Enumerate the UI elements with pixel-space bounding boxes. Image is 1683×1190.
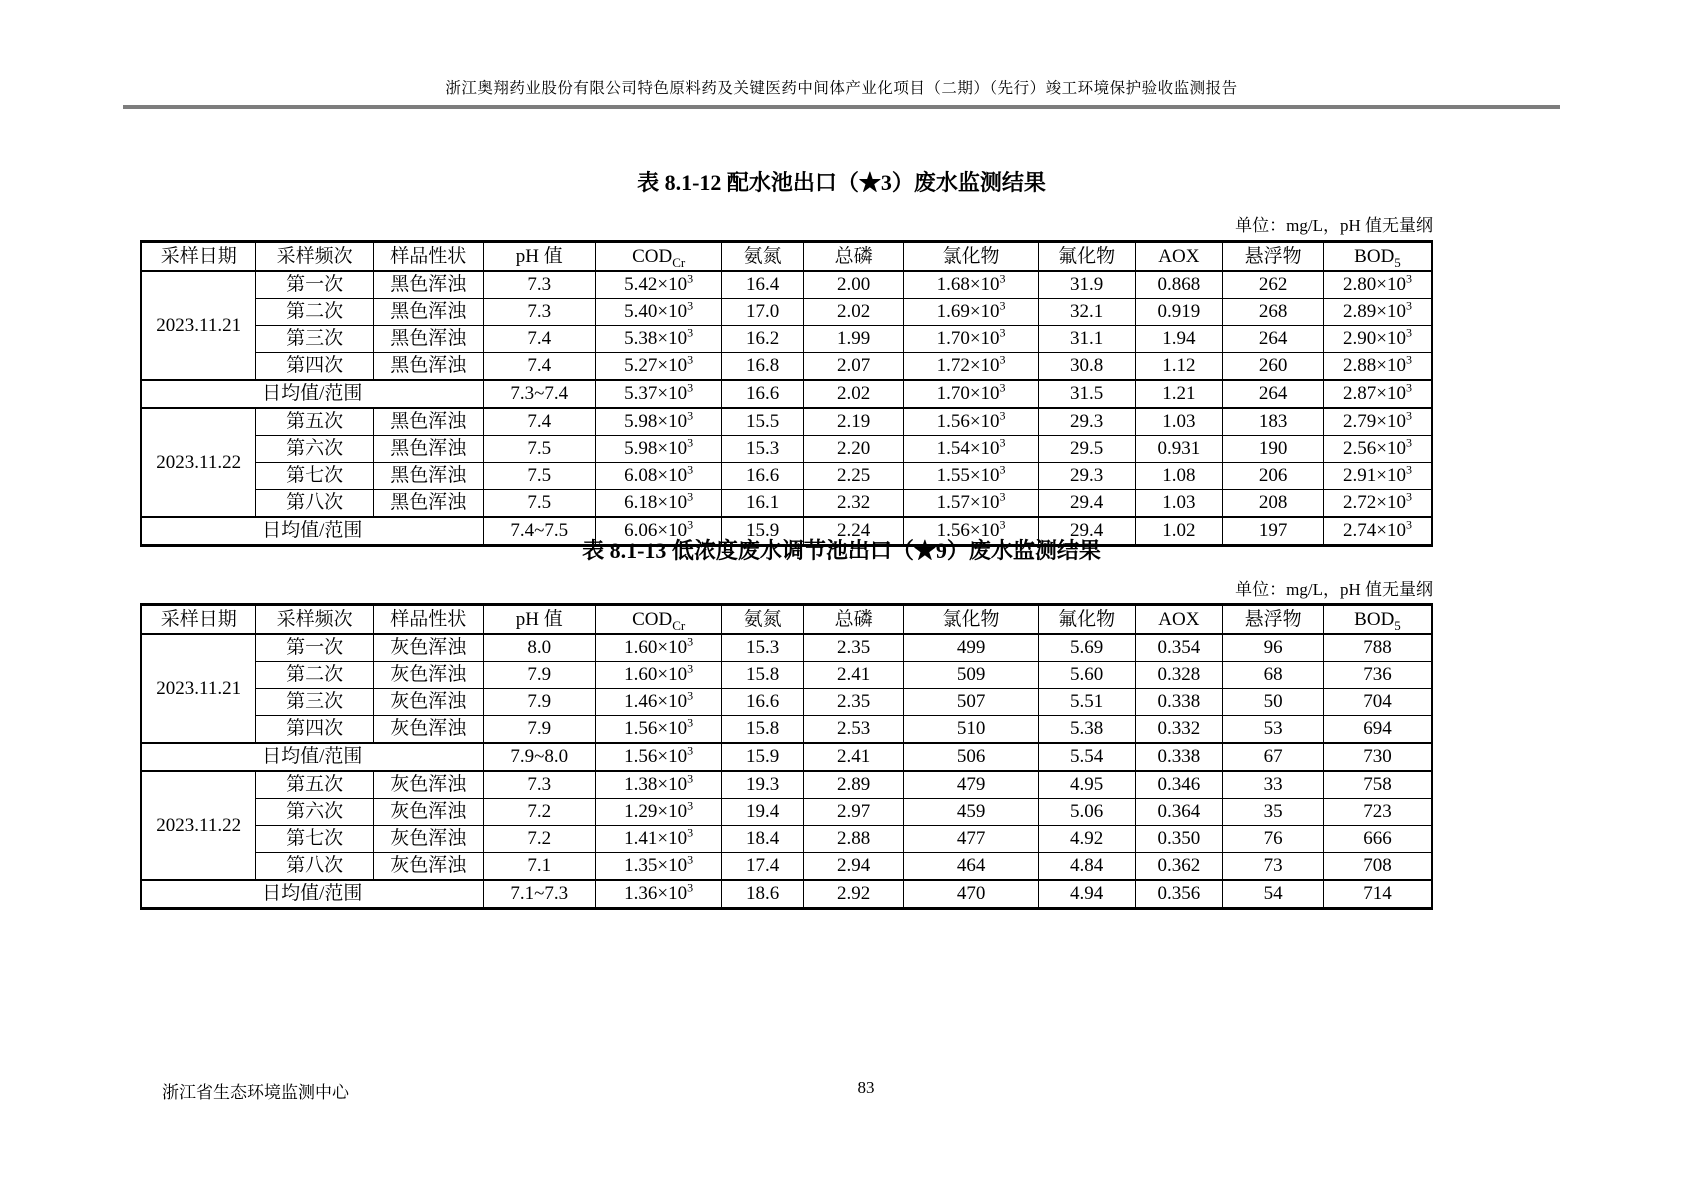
value-cell: 183: [1223, 408, 1324, 436]
value-cell: 7.1: [483, 853, 595, 881]
value-cell: 16.4: [722, 271, 803, 299]
value-cell: 5.38: [1038, 716, 1135, 744]
value-cell: $1.68\times 10^3$: [904, 271, 1038, 299]
daily-average-row: [141, 380, 1432, 408]
value-cell: 5.54: [1038, 743, 1135, 771]
daily-average-label-cell: 日均值/范围: [141, 743, 483, 771]
value-cell: 7.5: [483, 436, 595, 463]
value-cell: 50: [1223, 689, 1324, 716]
value-cell: $1.56\times 10^3$: [904, 408, 1038, 436]
date-cell: 2023.11.22: [141, 408, 256, 517]
column-header: 氯化物: [904, 242, 1038, 272]
value-cell: 17.4: [722, 853, 803, 881]
value-cell: 7.3: [483, 271, 595, 299]
value-cell: 1.02: [1135, 517, 1223, 546]
value-cell: 0.338: [1135, 743, 1223, 771]
table-row: [141, 771, 1432, 799]
value-cell: 16.6: [722, 380, 803, 408]
value-cell: 54: [1223, 880, 1324, 909]
frequency-cell: 第八次: [256, 490, 373, 518]
value-cell: 0.350: [1135, 826, 1223, 853]
value-cell: 53: [1223, 716, 1324, 744]
value-cell: 15.9: [722, 517, 803, 546]
value-cell: $1.70\times 10^3$: [904, 380, 1038, 408]
column-header: 总磷: [803, 605, 904, 635]
value-cell: 29.4: [1038, 517, 1135, 546]
value-cell: 4.84: [1038, 853, 1135, 881]
value-cell: 1.08: [1135, 463, 1223, 490]
value-cell: 7.4~7.5: [483, 517, 595, 546]
value-cell: $1.56\times 10^3$: [595, 743, 722, 771]
value-cell: $2.89\times 10^3$: [1323, 299, 1432, 326]
column-header: 采样日期: [141, 242, 256, 272]
appearance-cell: 灰色浑浊: [373, 771, 483, 799]
daily-average-row: [141, 880, 1432, 909]
value-cell: 15.3: [722, 436, 803, 463]
value-cell: 7.3: [483, 299, 595, 326]
column-header: 总磷: [803, 242, 904, 272]
value-cell: 18.4: [722, 826, 803, 853]
frequency-cell: 第六次: [256, 436, 373, 463]
value-cell: $6.06\times 10^3$: [595, 517, 722, 546]
value-cell: $1.41\times 10^3$: [595, 826, 722, 853]
frequency-cell: 第四次: [256, 353, 373, 381]
column-header: 氟化物: [1038, 605, 1135, 635]
value-cell: $5.38\times 10^3$: [595, 326, 722, 353]
value-cell: 16.6: [722, 463, 803, 490]
value-cell: 33: [1223, 771, 1324, 799]
column-header: 采样频次: [256, 605, 373, 635]
frequency-cell: 第二次: [256, 662, 373, 689]
value-cell: 758: [1323, 771, 1432, 799]
value-cell: 264: [1223, 380, 1324, 408]
wastewater-table-2: [140, 603, 1433, 910]
value-cell: $2.91\times 10^3$: [1323, 463, 1432, 490]
value-cell: 2.35: [803, 689, 904, 716]
table-1-title: 表 8.1-12 配水池出口（★3）废水监测结果: [637, 170, 1046, 195]
value-cell: 15.8: [722, 662, 803, 689]
value-cell: 18.6: [722, 880, 803, 909]
value-cell: 67: [1223, 743, 1324, 771]
column-header: pH 值: [483, 605, 595, 635]
table-row: [141, 716, 1432, 744]
table-row: [141, 271, 1432, 299]
value-cell: 459: [904, 799, 1038, 826]
value-cell: 2.25: [803, 463, 904, 490]
value-cell: 479: [904, 771, 1038, 799]
column-header: 氟化物: [1038, 242, 1135, 272]
value-cell: 7.2: [483, 826, 595, 853]
value-cell: 0.362: [1135, 853, 1223, 881]
value-cell: 708: [1323, 853, 1432, 881]
value-cell: 0.332: [1135, 716, 1223, 744]
value-cell: 16.6: [722, 689, 803, 716]
value-cell: 0.346: [1135, 771, 1223, 799]
table-row: [141, 799, 1432, 826]
value-cell: $6.08\times 10^3$: [595, 463, 722, 490]
table-row: [141, 326, 1432, 353]
value-cell: 694: [1323, 716, 1432, 744]
appearance-cell: 灰色浑浊: [373, 662, 483, 689]
value-cell: 19.3: [722, 771, 803, 799]
value-cell: 2.24: [803, 517, 904, 546]
value-cell: 0.356: [1135, 880, 1223, 909]
value-cell: 499: [904, 634, 1038, 662]
frequency-cell: 第七次: [256, 826, 373, 853]
value-cell: 29.4: [1038, 490, 1135, 518]
value-cell: 29.3: [1038, 408, 1135, 436]
value-cell: $2.90\times 10^3$: [1323, 326, 1432, 353]
column-header: $COD_{Cr}$: [595, 242, 722, 272]
value-cell: 30.8: [1038, 353, 1135, 381]
value-cell: $5.27\times 10^3$: [595, 353, 722, 381]
value-cell: 76: [1223, 826, 1324, 853]
table-row: [141, 436, 1432, 463]
value-cell: 723: [1323, 799, 1432, 826]
appearance-cell: 黑色浑浊: [373, 436, 483, 463]
value-cell: 8.0: [483, 634, 595, 662]
value-cell: 206: [1223, 463, 1324, 490]
appearance-cell: 黑色浑浊: [373, 271, 483, 299]
column-header: AOX: [1135, 605, 1223, 635]
table-row: [141, 463, 1432, 490]
column-header: $BOD_5$: [1323, 242, 1432, 272]
value-cell: 208: [1223, 490, 1324, 518]
value-cell: 17.0: [722, 299, 803, 326]
value-cell: 464: [904, 853, 1038, 881]
value-cell: 2.53: [803, 716, 904, 744]
value-cell: $1.54\times 10^3$: [904, 436, 1038, 463]
value-cell: $1.36\times 10^3$: [595, 880, 722, 909]
value-cell: 7.9~8.0: [483, 743, 595, 771]
value-cell: 0.338: [1135, 689, 1223, 716]
value-cell: $5.98\times 10^3$: [595, 408, 722, 436]
table-row: [141, 826, 1432, 853]
value-cell: 7.4: [483, 353, 595, 381]
frequency-cell: 第四次: [256, 716, 373, 744]
value-cell: $1.29\times 10^3$: [595, 799, 722, 826]
value-cell: 7.9: [483, 689, 595, 716]
value-cell: 509: [904, 662, 1038, 689]
column-header: 样品性状: [373, 242, 483, 272]
value-cell: 1.21: [1135, 380, 1223, 408]
frequency-cell: 第一次: [256, 634, 373, 662]
appearance-cell: 灰色浑浊: [373, 853, 483, 881]
value-cell: $1.60\times 10^3$: [595, 662, 722, 689]
value-cell: 2.20: [803, 436, 904, 463]
value-cell: 2.02: [803, 299, 904, 326]
wastewater-table-1: [140, 240, 1433, 547]
value-cell: 5.69: [1038, 634, 1135, 662]
value-cell: 31.1: [1038, 326, 1135, 353]
value-cell: 7.1~7.3: [483, 880, 595, 909]
column-header: 氨氮: [722, 242, 803, 272]
daily-average-label-cell: 日均值/范围: [141, 517, 483, 546]
frequency-cell: 第一次: [256, 271, 373, 299]
value-cell: 2.02: [803, 380, 904, 408]
value-cell: 1.99: [803, 326, 904, 353]
value-cell: 31.9: [1038, 271, 1135, 299]
frequency-cell: 第八次: [256, 853, 373, 881]
value-cell: $1.46\times 10^3$: [595, 689, 722, 716]
table-2-unit-note: 单位：mg/L，pH 值无量纲: [1235, 580, 1433, 599]
value-cell: 5.06: [1038, 799, 1135, 826]
value-cell: 4.92: [1038, 826, 1135, 853]
value-cell: $2.80\times 10^3$: [1323, 271, 1432, 299]
table-row: [141, 634, 1432, 662]
value-cell: 35: [1223, 799, 1324, 826]
table-2-title: 表 8.1-13 低浓度废水调节池出口（★9）废水监测结果: [582, 538, 1101, 563]
frequency-cell: 第三次: [256, 689, 373, 716]
value-cell: $5.98\times 10^3$: [595, 436, 722, 463]
value-cell: 73: [1223, 853, 1324, 881]
value-cell: 29.5: [1038, 436, 1135, 463]
value-cell: 15.5: [722, 408, 803, 436]
header-divider: [123, 105, 1560, 109]
appearance-cell: 灰色浑浊: [373, 689, 483, 716]
appearance-cell: 黑色浑浊: [373, 326, 483, 353]
value-cell: $2.79\times 10^3$: [1323, 408, 1432, 436]
value-cell: 4.94: [1038, 880, 1135, 909]
value-cell: 506: [904, 743, 1038, 771]
value-cell: 477: [904, 826, 1038, 853]
value-cell: $2.74\times 10^3$: [1323, 517, 1432, 546]
column-header: AOX: [1135, 242, 1223, 272]
value-cell: 2.89: [803, 771, 904, 799]
column-header: pH 值: [483, 242, 595, 272]
frequency-cell: 第五次: [256, 408, 373, 436]
value-cell: 7.9: [483, 716, 595, 744]
value-cell: 788: [1323, 634, 1432, 662]
table-row: [141, 662, 1432, 689]
value-cell: $1.55\times 10^3$: [904, 463, 1038, 490]
appearance-cell: 黑色浑浊: [373, 490, 483, 518]
value-cell: $1.60\times 10^3$: [595, 634, 722, 662]
value-cell: 1.03: [1135, 408, 1223, 436]
appearance-cell: 黑色浑浊: [373, 353, 483, 381]
value-cell: 5.60: [1038, 662, 1135, 689]
column-header: 氨氮: [722, 605, 803, 635]
value-cell: $5.42\times 10^3$: [595, 271, 722, 299]
frequency-cell: 第五次: [256, 771, 373, 799]
value-cell: 736: [1323, 662, 1432, 689]
value-cell: 5.51: [1038, 689, 1135, 716]
value-cell: $1.70\times 10^3$: [904, 326, 1038, 353]
table-row: [141, 689, 1432, 716]
value-cell: $5.37\times 10^3$: [595, 380, 722, 408]
value-cell: 7.3~7.4: [483, 380, 595, 408]
value-cell: $1.35\times 10^3$: [595, 853, 722, 881]
column-header: 样品性状: [373, 605, 483, 635]
frequency-cell: 第六次: [256, 799, 373, 826]
value-cell: 2.07: [803, 353, 904, 381]
appearance-cell: 灰色浑浊: [373, 634, 483, 662]
value-cell: $5.40\times 10^3$: [595, 299, 722, 326]
value-cell: 0.328: [1135, 662, 1223, 689]
value-cell: 730: [1323, 743, 1432, 771]
table-header-row: [141, 605, 1432, 635]
value-cell: 264: [1223, 326, 1324, 353]
page-header-title: 浙江奥翔药业股份有限公司特色原料药及关键医药中间体产业化项目（二期）（先行）竣工环境保护验收监测报告: [445, 80, 1238, 97]
value-cell: 2.41: [803, 662, 904, 689]
value-cell: 510: [904, 716, 1038, 744]
frequency-cell: 第七次: [256, 463, 373, 490]
column-header: $COD_{Cr}$: [595, 605, 722, 635]
value-cell: 714: [1323, 880, 1432, 909]
value-cell: 2.92: [803, 880, 904, 909]
value-cell: $1.38\times 10^3$: [595, 771, 722, 799]
value-cell: 4.95: [1038, 771, 1135, 799]
daily-average-row: [141, 743, 1432, 771]
table-row: [141, 408, 1432, 436]
value-cell: $1.56\times 10^3$: [904, 517, 1038, 546]
value-cell: 7.5: [483, 463, 595, 490]
value-cell: 19.4: [722, 799, 803, 826]
value-cell: 2.35: [803, 634, 904, 662]
value-cell: 2.97: [803, 799, 904, 826]
date-cell: 2023.11.21: [141, 634, 256, 743]
value-cell: 2.41: [803, 743, 904, 771]
value-cell: 7.9: [483, 662, 595, 689]
value-cell: 268: [1223, 299, 1324, 326]
value-cell: $1.56\times 10^3$: [595, 716, 722, 744]
value-cell: 29.3: [1038, 463, 1135, 490]
value-cell: 0.919: [1135, 299, 1223, 326]
value-cell: 0.868: [1135, 271, 1223, 299]
column-header: 氯化物: [904, 605, 1038, 635]
value-cell: 16.1: [722, 490, 803, 518]
value-cell: 7.3: [483, 771, 595, 799]
value-cell: $1.69\times 10^3$: [904, 299, 1038, 326]
value-cell: 2.88: [803, 826, 904, 853]
column-header: $BOD_5$: [1323, 605, 1432, 635]
frequency-cell: 第三次: [256, 326, 373, 353]
value-cell: $1.57\times 10^3$: [904, 490, 1038, 518]
table-1-unit-note: 单位：mg/L，pH 值无量纲: [1235, 216, 1433, 235]
column-header: 悬浮物: [1223, 242, 1324, 272]
column-header: 采样频次: [256, 242, 373, 272]
value-cell: 1.94: [1135, 326, 1223, 353]
value-cell: 16.8: [722, 353, 803, 381]
value-cell: 1.12: [1135, 353, 1223, 381]
value-cell: 0.364: [1135, 799, 1223, 826]
value-cell: 7.4: [483, 326, 595, 353]
value-cell: 15.3: [722, 634, 803, 662]
table-row: [141, 853, 1432, 881]
value-cell: 2.00: [803, 271, 904, 299]
value-cell: 190: [1223, 436, 1324, 463]
value-cell: 31.5: [1038, 380, 1135, 408]
value-cell: 68: [1223, 662, 1324, 689]
value-cell: 7.4: [483, 408, 595, 436]
date-cell: 2023.11.22: [141, 771, 256, 880]
value-cell: 470: [904, 880, 1038, 909]
value-cell: $1.72\times 10^3$: [904, 353, 1038, 381]
table-row: [141, 490, 1432, 518]
table-row: [141, 353, 1432, 381]
value-cell: 16.2: [722, 326, 803, 353]
value-cell: 7.5: [483, 490, 595, 518]
value-cell: 96: [1223, 634, 1324, 662]
value-cell: 2.19: [803, 408, 904, 436]
frequency-cell: 第二次: [256, 299, 373, 326]
value-cell: 15.9: [722, 743, 803, 771]
footer-page-number: 83: [857, 1078, 875, 1097]
value-cell: 2.32: [803, 490, 904, 518]
value-cell: 2.94: [803, 853, 904, 881]
appearance-cell: 黑色浑浊: [373, 408, 483, 436]
footer-organization: 浙江省生态环境监测中心: [162, 1083, 349, 1102]
value-cell: 0.931: [1135, 436, 1223, 463]
value-cell: 507: [904, 689, 1038, 716]
value-cell: 197: [1223, 517, 1324, 546]
appearance-cell: 黑色浑浊: [373, 463, 483, 490]
value-cell: $2.72\times 10^3$: [1323, 490, 1432, 518]
value-cell: $6.18\times 10^3$: [595, 490, 722, 518]
appearance-cell: 灰色浑浊: [373, 716, 483, 744]
appearance-cell: 黑色浑浊: [373, 299, 483, 326]
value-cell: 704: [1323, 689, 1432, 716]
value-cell: 262: [1223, 271, 1324, 299]
column-header: 采样日期: [141, 605, 256, 635]
table-row: [141, 299, 1432, 326]
value-cell: 32.1: [1038, 299, 1135, 326]
daily-average-label-cell: 日均值/范围: [141, 380, 483, 408]
value-cell: 7.2: [483, 799, 595, 826]
value-cell: 666: [1323, 826, 1432, 853]
value-cell: $2.87\times 10^3$: [1323, 380, 1432, 408]
appearance-cell: 灰色浑浊: [373, 799, 483, 826]
value-cell: 260: [1223, 353, 1324, 381]
daily-average-label-cell: 日均值/范围: [141, 880, 483, 909]
value-cell: 1.03: [1135, 490, 1223, 518]
appearance-cell: 灰色浑浊: [373, 826, 483, 853]
value-cell: $2.56\times 10^3$: [1323, 436, 1432, 463]
column-header: 悬浮物: [1223, 605, 1324, 635]
table-header-row: [141, 242, 1432, 272]
value-cell: 15.8: [722, 716, 803, 744]
value-cell: $2.88\times 10^3$: [1323, 353, 1432, 381]
date-cell: 2023.11.21: [141, 271, 256, 380]
value-cell: 0.354: [1135, 634, 1223, 662]
